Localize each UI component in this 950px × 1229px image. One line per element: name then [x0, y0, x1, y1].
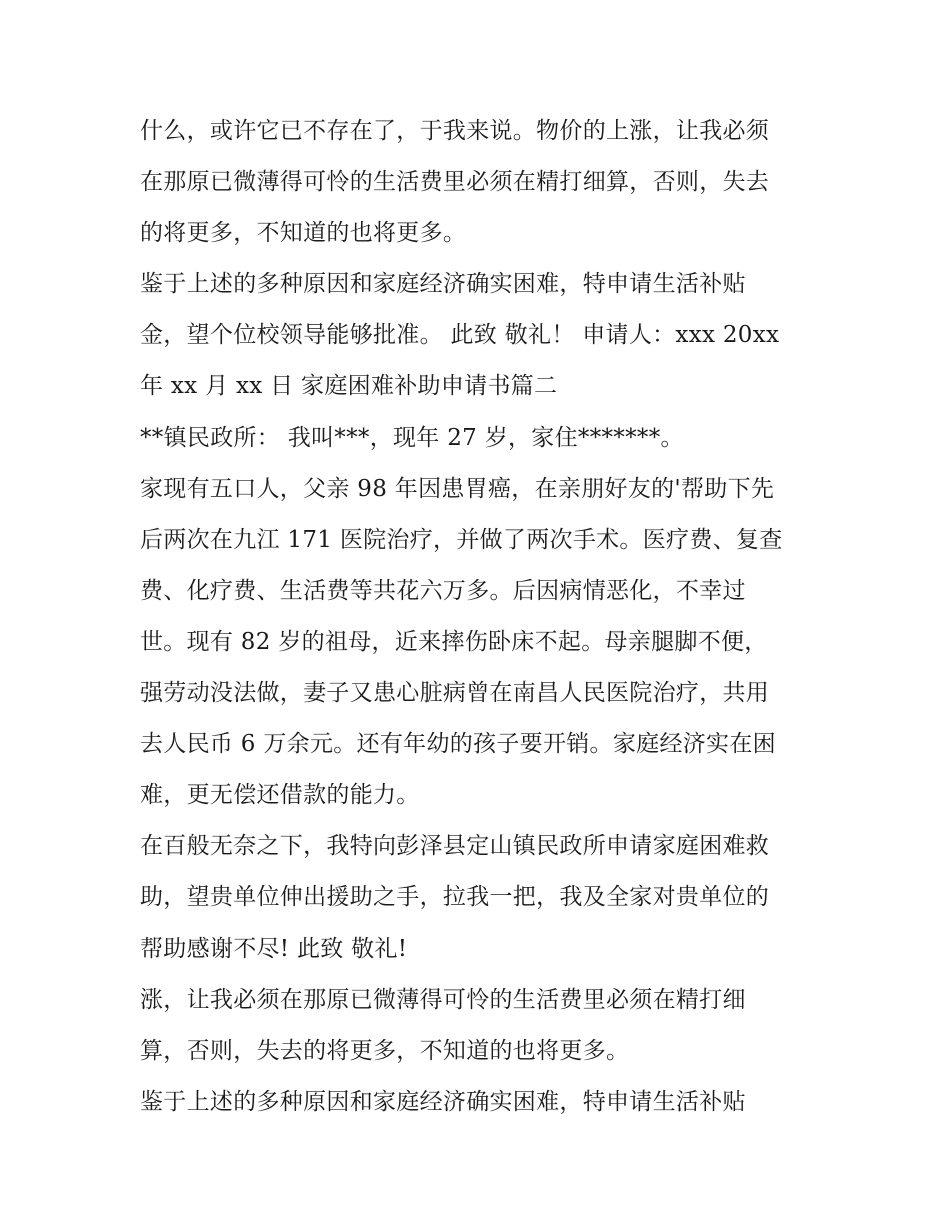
document-body [140, 106, 820, 1128]
text-line: 在百般无奈之下，我特向彭泽县定山镇民政所申请家庭困难救 [140, 833, 770, 860]
text-line: 金，望个位校领导能够批准。 此致 敬礼！ 申请人：xxx 20xx [140, 322, 780, 349]
text-line: 在那原已微薄得可怜的生活费里必须在精打细算，否则，失去 [140, 169, 770, 196]
text-line: 世。现有 82 岁的祖母，近来摔伤卧床不起。母亲腿脚不便， [140, 628, 768, 655]
text-line: 什么，或许它已不存在了，于我来说。物价的上涨，让我必须 [140, 118, 770, 144]
text-line: 难，更无偿还借款的能力。 [140, 782, 420, 809]
text-line: 年 xx 月 xx 日 家庭困难补助申请书篇二 [140, 373, 558, 400]
text-line: 去人民币 6 万余元。还有年幼的孩子要开销。家庭经济实在困 [140, 731, 776, 758]
text-line: 费、化疗费、生活费等共花六万多。后因病情恶化，不幸过 [140, 577, 746, 604]
text-line: 强劳动没法做，妻子又患心脏病曾在南昌人民医院治疗，共用 [140, 680, 770, 707]
text-line: 家现有五口人，父亲 98 年因患胃癌，在亲朋好友的'帮助下先 [140, 475, 775, 502]
text-line: 鉴于上述的多种原因和家庭经济确实困难，特申请生活补贴 [140, 1088, 746, 1115]
text-line: 助，望贵单位伸出援助之手，拉我一把，我及全家对贵单位的 [140, 884, 770, 911]
text-line: 帮助感谢不尽! 此致 敬礼! [140, 935, 408, 962]
text-line: 算，否则，失去的将更多，不知道的也将更多。 [140, 1037, 630, 1064]
text-line: 后两次在九江 171 医院治疗，并做了两次手术。医疗费、复查 [140, 526, 783, 553]
text-line: 的将更多，不知道的也将更多。 [140, 220, 467, 247]
text-line: 鉴于上述的多种原因和家庭经济确实困难，特申请生活补贴 [140, 271, 746, 298]
text-line: 涨，让我必须在那原已微薄得可怜的生活费里必须在精打细 [140, 986, 746, 1013]
text-line: **镇民政所： 我叫***，现年 27 岁，家住*******。 [140, 424, 684, 451]
